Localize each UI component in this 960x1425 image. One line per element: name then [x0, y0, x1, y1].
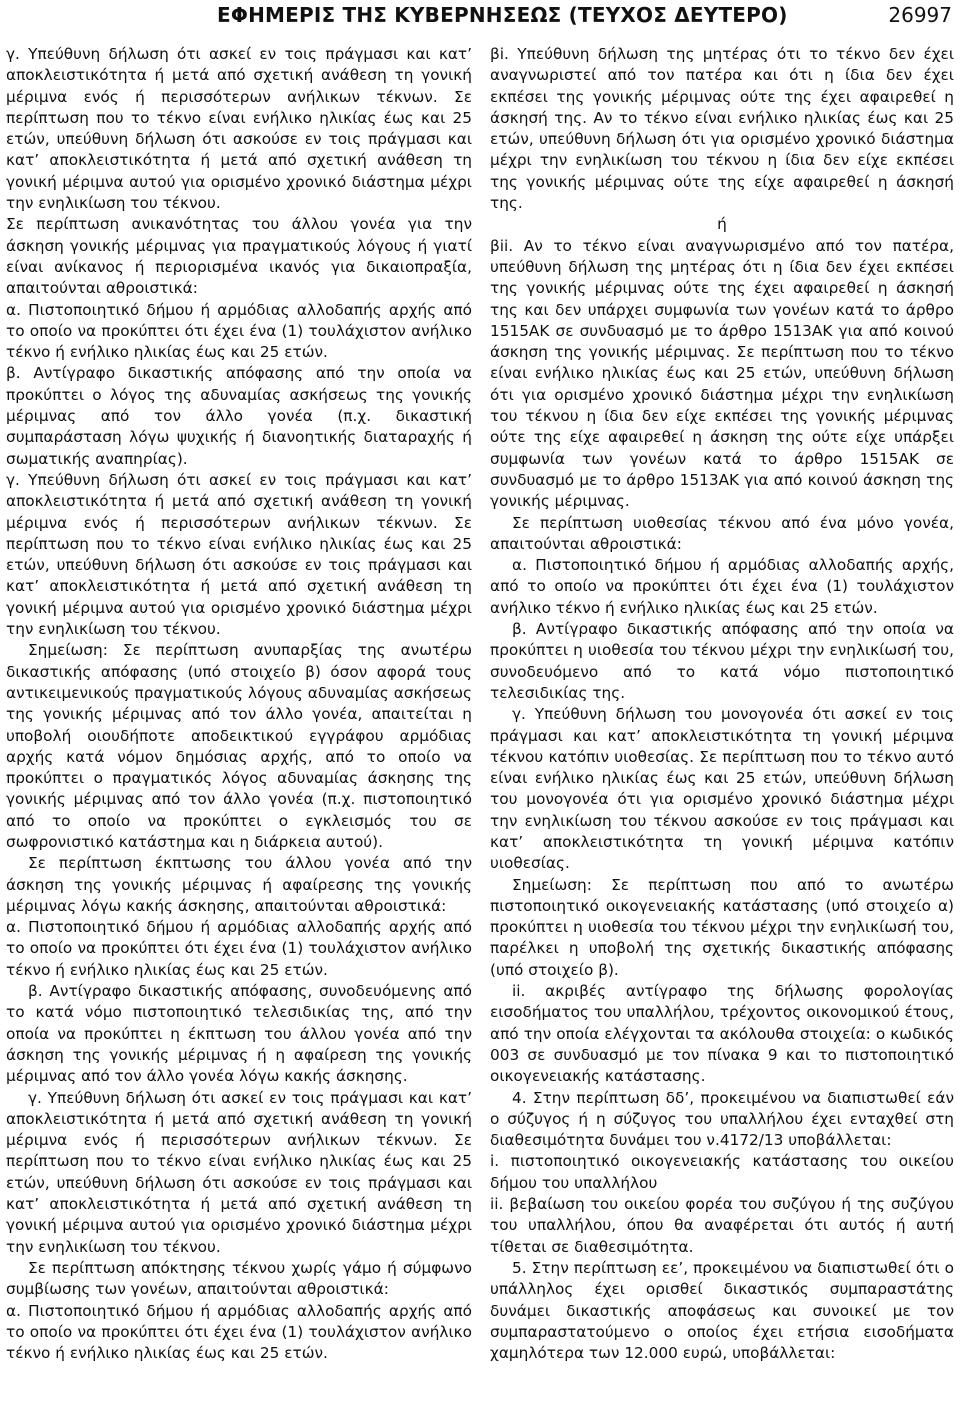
paragraph: γ. Υπεύθυνη δήλωση ότι ασκεί εν τοις πράγμασι και κατ’ αποκλειστικότητα ή μετά από σχετική ανάθεση τη γονική μέριμνα ενός ή περισσότερων ανήλικων τέκνων. Σε περίπτωση που το τέκνο είναι ενήλικο ηλικίας έως και 25 ετών, υπεύθυνη δήλωση ότι ασκούσε εν τοις πράγμασι και κατ’ αποκλειστικότητα ή μετά από σχετική ανάθεση τη γονική μέριμνα αυτού για ορισμένο χρονικό διάστημα μέχρι την ενηλικίωση του τέκνου. [6, 1088, 472, 1256]
paragraph: 5. Στην περίπτωση εε’, προκειμένου να διαπιστωθεί ότι ο υπάλληλος έχει ορισθεί δικαστικός συμπαραστάτης δυνάμει δικαστικής αποφάσεως και συνοικεί με τον συμπαραστατούμενο ο οποίος έχει ετήσια εισοδήματα χαμηλότερα των 12.000 ευρώ, υποβάλλεται: [490, 1258, 954, 1363]
paragraph: α. Πιστοποιητικό δήμου ή αρμόδιας αλλοδαπής αρχής, από το οποίο να προκύπτει ότι έχει ένα (1) τουλάχιστον ανήλικο τέκνο ή ενήλικο ηλικίας έως και 25 ετών. [490, 556, 954, 617]
paragraph: β. Αντίγραφο δικαστικής απόφασης από την οποία να προκύπτει ο λόγος της αδυναμίας ασκήσεως της γονικής μέριμνας από τον άλλο γονέα (π.χ. δικαστική συμπαράσταση λόγω ψυχικής ή διανοητικής διαταραχής ή σωματικής αναπηρίας). [6, 364, 472, 468]
paragraph: 4. Στην περίπτωση δδ’, προκειμένου να διαπιστωθεί εάν ο σύζυγος ή η σύζυγος του υπαλλήλου έχει ενταχθεί στη διαθεσιμότητα δυνάμει του ν.4172/13 υποβάλλεται: [490, 1088, 954, 1150]
paragraph: βi. Υπεύθυνη δήλωση της μητέρας ότι το τέκνο δεν έχει αναγνωριστεί από τον πατέρα και ότι η ίδια δεν έχει εκπέσει της γονικής μέριμνας ούτε της έχει αφαιρεθεί η άσκησή της. Αν το τέκνο είναι ενήλικο ηλικίας έως και 25 ετών, υπεύθυνη δήλωση ότι για ορισμένο χρονικό διάστημα μέχρι την ενηλικίωση του τέκνου η ίδια δεν είχε εκπέσει της γονικής μέριμνας ούτε της είχε αφαιρεθεί η άσκησή της. [490, 45, 954, 213]
paragraph: Σε περίπτωση απόκτησης τέκνου χωρίς γάμο ή σύμφωνο συμβίωσης των γονέων, απαιτούνται αθροιστικά: [6, 1258, 472, 1299]
paragraph-separator: ή [717, 215, 727, 234]
right-column [490, 44, 954, 1364]
paragraph: i. πιστοποιητικό οικογενειακής κατάστασης του οικείου δήμου του υπαλλήλου [490, 1152, 954, 1192]
paragraph: Σημείωση: Σε περίπτωση ανυπαρξίας της ανωτέρω δικαστικής απόφασης (υπό στοιχείο β) όσον αφορά τους αντικειμενικούς πραγματικούς λόγους αδυναμίας ασκήσεως της γονικής μέριμνας από τον άλλο γονέα, απαιτείται η υποβολή οιουδήποτε αποδεικτικού εγγράφου αρμόδιας αρχής κατά νόμον δημόσιας αρχής, από το οποίο να προκύπτει ο πραγματικός λόγος αδυναμίας άσκησης της γονικής μέριμνας από τον άλλο γονέα (π.χ. πιστοποιητικό από το οποίο να προκύπτει ο εγκλεισμός του σε σωφρονιστικό κατάστημα και η διάρκεια αυτού). [6, 641, 472, 851]
paragraph: ii. βεβαίωση του οικείου φορέα του συζύγου ή της συζύγου του υπαλλήλου, όπου θα αναφέρεται ότι αυτός ή αυτή τίθεται σε διαθεσιμότητα. [490, 1195, 954, 1256]
paragraph: βii. Αν το τέκνο είναι αναγνωρισμένο από τον πατέρα, υπεύθυνη δήλωση της μητέρας ότι η ίδια δεν έχει εκπέσει της γονικής μέριμνας ούτε της έχει αφαιρεθεί η άσκησή της και δεν υπάρχει συμφωνία των γονέων κατά το άρθρο 1515ΑΚ σε συνδυασμό με το άρθρο 1513ΑΚ για από κοινού άσκηση της γονικής μέριμνας. Σε περίπτωση που το τέκνο είναι ενήλικο ηλικίας έως και 25 ετών, υπεύθυνη δήλωση ότι για ορισμένο χρονικό διάστημα μέχρι την ενηλικίωση του τέκνου η ίδια δεν είχε εκπέσει της γονικής μέριμνας ούτε της είχε αφαιρεθεί η άσκηση της ούτε είχε υπάρξει συμφωνία των γονέων κατά το άρθρο 1515ΑΚ σε συνδυασμό με το άρθρο 1513ΑΚ για από κοινού άσκηση της γονικής μέριμνας. [490, 236, 954, 511]
paragraph: Σε περίπτωση ανικανότητας του άλλου γονέα για την άσκηση γονικής μέριμνας για πραγματικούς λόγους ή γιατί είναι ανίκανος ή περιορισμένα ικανός για δικαιοπραξία, απαιτούνται αθροιστικά: [6, 215, 472, 298]
gazette-title: ΕΦΗΜΕΡΙΣ ΤΗΣ ΚΥΒΕΡΝΗΣΕΩΣ (ΤΕΥΧΟΣ ΔΕΥΤΕΡΟ) [217, 3, 788, 27]
paragraph: Σε περίπτωση υιοθεσίας τέκνου από ένα μόνο γονέα, απαιτούνται αθροιστικά: [490, 513, 954, 553]
paragraph: β. Αντίγραφο δικαστικής απόφασης, συνοδευόμενης από το κατά νόμο πιστοποιητικό τελεσιδικίας της, από την οποία να προκύπτει η έκπτωση του άλλου γονέα από την άσκηση της γονικής μέριμνας ή η αφαίρεση της γονικής μέριμνας από τον άλλο γονέα λόγω κακής άσκησης. [6, 982, 472, 1086]
paragraph: β. Αντίγραφο δικαστικής απόφασης από την οποία να προκύπτει η υιοθεσία του τέκνου μέχρι την ενηλικίωσή του, συνοδευόμενο από το κατά νόμο πιστοποιητικό τελεσιδικίας της. [490, 620, 954, 702]
paragraph: γ. Υπεύθυνη δήλωση ότι ασκεί εν τοις πράγμασι και κατ’ αποκλειστικότητα ή μετά από σχετική ανάθεση τη γονική μέριμνα ενός ή περισσότερων ανήλικων τέκνων. Σε περίπτωση που το τέκνο είναι ενήλικο ηλικίας έως και 25 ετών, υπεύθυνη δήλωση ότι ασκούσε εν τοις πράγμασι και κατ’ αποκλειστικότητα ή μετά από σχετική ανάθεση τη γονική μέριμνα αυτού για ορισμένο χρονικό διάστημα μέχρι την ενηλικίωση του τέκνου. [6, 45, 472, 213]
paragraph: α. Πιστοποιητικό δήμου ή αρμόδιας αλλοδαπής αρχής από το οποίο να προκύπτει ότι έχει ένα (1) τουλάχιστον ανήλικο τέκνο ή ενήλικο ηλικίας έως και 25 ετών. [6, 1301, 472, 1363]
page-number: 26997 [888, 3, 952, 27]
paragraph: α. Πιστοποιητικό δήμου ή αρμόδιας αλλοδαπής αρχής από το οποίο να προκύπτει ότι έχει ένα (1) τουλάχιστον ανήλικο τέκνο ή ενήλικο ηλικίας έως και 25 ετών. [6, 300, 472, 362]
paragraph: Σε περίπτωση έκπτωσης του άλλου γονέα από την άσκηση της γονικής μέριμνας ή αφαίρεσης της γονικής μέριμνας λόγω κακής άσκησης, απαιτούνται αθροιστικά: [6, 854, 472, 915]
paragraph: ii. ακριβές αντίγραφο της δήλωσης φορολογίας εισοδήματος του υπαλλήλου, τρέχοντος οικονομικού έτους, από την οποία ελέγχονται τα ακόλουθα στοιχεία: ο κωδικός 003 σε συνδυασμό με τον πίνακα 9 και το πιστοποιητικό οικογενειακής κατάστασης. [490, 982, 954, 1086]
paragraph: Σημείωση: Σε περίπτωση που από το ανωτέρω πιστοποιητικό οικογενειακής κατάστασης (υπό στοιχείο α) προκύπτει η υιοθεσία του τέκνου μέχρι την ενηλικίωσή του, παρέλκει η υποβολή της σχετικής δικαστικής απόφασης (υπό στοιχείο β). [490, 875, 954, 979]
paragraph: γ. Υπεύθυνη δήλωση του μονογονέα ότι ασκεί εν τοις πράγμασι και κατ’ αποκλειστικότητα τη γονική μέριμνα τέκνου κατόπιν υιοθεσίας. Σε περίπτωση που το τέκνο αυτό είναι ενήλικο ηλικίας έως και 25 ετών, υπεύθυνη δήλωση του μονογονέα ότι για ορισμένο χρονικό διάστημα μέχρι την ενηλικίωση του τέκνου ασκούσε εν τοις πράγμασι και κατ’ αποκλειστικότητα τη γονική μέριμνα κατόπιν υιοθεσίας. [490, 705, 954, 873]
paragraph: γ. Υπεύθυνη δήλωση ότι ασκεί εν τοις πράγμασι και κατ’ αποκλειστικότητα ή μετά από σχετική ανάθεση τη γονική μέριμνα ενός ή περισσότερων ανήλικων τέκνων. Σε περίπτωση που το τέκνο είναι ενήλικο ηλικίας έως και 25 ετών, υπεύθυνη δήλωση ότι ασκούσε εν τοις πράγμασι και κατ’ αποκλειστικότητα ή μετά από σχετική ανάθεση τη γονική μέριμνα αυτού για ορισμένο χρονικό διάστημα μέχρι την ενηλικίωση του τέκνου. [6, 470, 472, 639]
left-column [6, 44, 472, 1364]
page-header [0, 3, 960, 33]
paragraph: α. Πιστοποιητικό δήμου ή αρμόδιας αλλοδαπής αρχής από το οποίο να προκύπτει ότι έχει ένα (1) τουλάχιστον ανήλικο τέκνο ή ενήλικο ηλικίας έως και 25 ετών. [6, 918, 472, 979]
